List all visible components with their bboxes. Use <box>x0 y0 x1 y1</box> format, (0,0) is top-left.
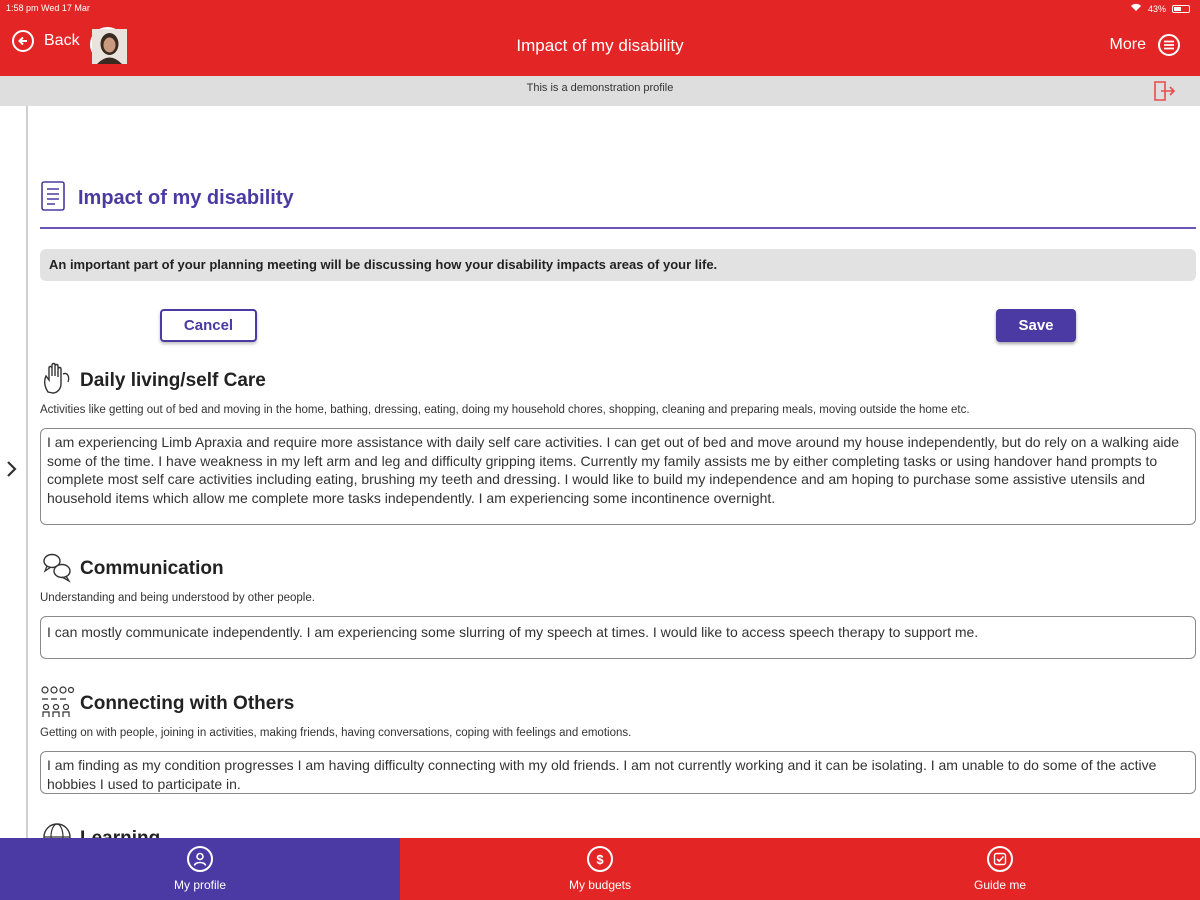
communication-textarea[interactable]: I can mostly communicate independently. I am experiencing some slurring of my speech at times. I would like to access speech therapy to support me. <box>40 616 1196 659</box>
speech-bubbles-icon <box>40 550 74 589</box>
nav-my-profile[interactable] <box>0 838 400 900</box>
dollar-icon: $ <box>587 846 613 872</box>
section-title: Communication <box>80 558 224 579</box>
bottom-navigation <box>0 838 1200 900</box>
wifi-icon <box>1130 3 1142 14</box>
back-label: Back <box>44 32 80 49</box>
battery-percent: 43% <box>1147 3 1166 14</box>
check-icon <box>987 846 1013 872</box>
section-title: Daily living/self Care <box>80 370 266 391</box>
hand-icon <box>40 362 74 401</box>
people-group-icon <box>40 685 74 724</box>
cancel-button[interactable]: Cancel <box>160 309 257 342</box>
nav-label: My budgets <box>568 878 632 892</box>
section-daily-living <box>40 364 1196 525</box>
more-button[interactable] <box>1110 34 1180 56</box>
section-title: Connecting with Others <box>80 693 295 714</box>
section-header <box>40 687 1196 721</box>
exit-profile-icon[interactable] <box>1152 80 1176 107</box>
status-indicators <box>1130 3 1190 14</box>
intro-notice: An important part of your planning meeting will be discussing how your disability impacts areas of your life. <box>40 249 1196 281</box>
section-description: Understanding and being understood by other people. <box>40 592 315 604</box>
page-title: Impact of my disability <box>78 187 294 209</box>
person-icon <box>187 846 213 872</box>
document-icon <box>40 180 66 217</box>
nav-guide-me[interactable] <box>800 838 1200 900</box>
section-connecting-others <box>40 687 1196 794</box>
demo-banner <box>0 76 1200 106</box>
nav-my-budgets[interactable] <box>400 838 800 900</box>
nav-label: Guide me <box>973 878 1027 892</box>
app-header <box>0 0 1200 76</box>
demo-banner-text: This is a demonstration profile <box>526 82 674 94</box>
save-button[interactable]: Save <box>996 309 1076 342</box>
more-label: More <box>1109 36 1146 53</box>
title-divider <box>40 227 1196 229</box>
connecting-others-textarea[interactable]: I am finding as my condition progresses I am having difficulty connecting with my old friends. I am not currently working and it can be isolating. I am unable to do some of the active hobbies I used to participate in. <box>40 751 1196 794</box>
section-header <box>40 552 1196 586</box>
section-description: Activities like getting out of bed and moving in the home, bathing, dressing, eating, doing my household chores, shopping, cleaning and preparing meals, moving outside the home etc. <box>40 404 970 416</box>
header-title: Impact of my disability <box>516 36 684 55</box>
chevron-right-icon[interactable] <box>2 458 20 485</box>
battery-icon <box>1172 5 1190 13</box>
section-header <box>40 364 1196 398</box>
page-title-row <box>40 180 294 217</box>
main-content <box>40 106 1196 838</box>
menu-icon <box>1158 34 1180 56</box>
nav-label: My profile <box>173 878 226 892</box>
status-time-date: 1:58 pm Wed 17 Mar <box>6 3 90 13</box>
section-communication <box>40 552 1196 659</box>
daily-living-textarea[interactable]: I am experiencing Limb Apraxia and require more assistance with daily self care activities. I can get out of bed and move around my house independently, but do rely on a walking aide some of the time. I have weakness in my left arm and leg and difficulty gripping items. Currently my family assists me by either completing tasks or using handover hand prompts to complete most self care activities including eating, brushing my teeth and dressing. I would like to build my independence and am hoping to purchase some assistive utensils and household items which allow me complete more tasks independently. I am experiencing some incontinence overnight. <box>40 428 1196 525</box>
side-drawer-strip <box>0 106 28 838</box>
section-description: Getting on with people, joining in activities, making friends, having conversations, coping with feelings and emotions. <box>40 727 632 739</box>
